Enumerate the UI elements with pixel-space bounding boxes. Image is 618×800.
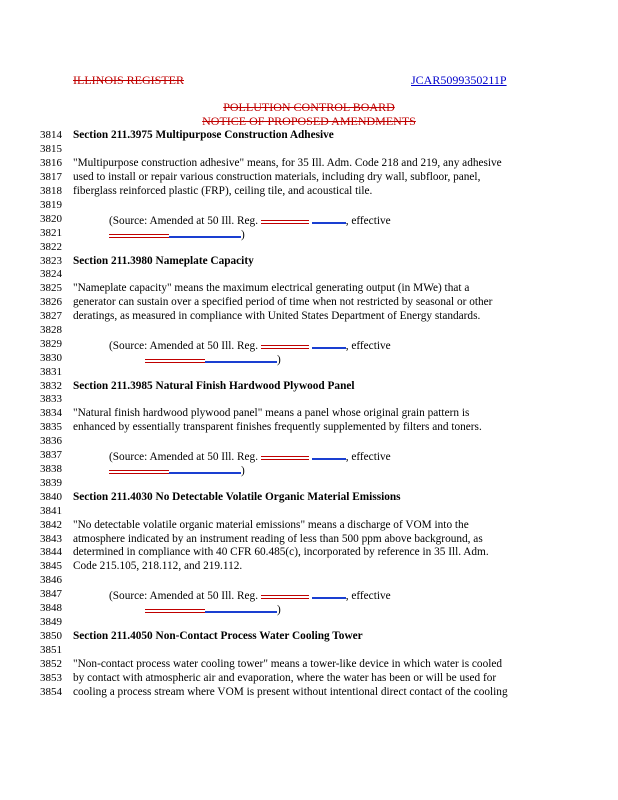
line-number: 3828 (40, 324, 62, 336)
line-number: 3818 (40, 185, 62, 197)
source-note (109, 213, 391, 227)
source-note-line2 (145, 602, 281, 616)
definition-text: generator can sustain over a specified period of time when not restricted by seasonal or other (73, 296, 493, 308)
definition-text: enhanced by essentially transparent finishes frequently supplemented by filters and toners. (73, 421, 482, 433)
line-number: 3824 (40, 268, 62, 280)
date-blank (109, 227, 169, 238)
line-number: 3819 (40, 199, 62, 211)
definition-text: deratings, as measured in compliance with United States Department of Energy standards. (73, 310, 481, 322)
source-note-line2 (145, 352, 281, 366)
line-number: 3836 (40, 435, 62, 447)
definition-text: fiberglass reinforced plastic (FRP), ceiling tile, and acoustical tile. (73, 185, 373, 197)
line-number: 3823 (40, 255, 62, 267)
definition-text: "Multipurpose construction adhesive" means, for 35 Ill. Adm. Code 218 and 219, any adhesive (73, 157, 502, 169)
section-heading: Section 211.4050 Non-Contact Process Water Cooling Tower (73, 630, 363, 642)
section-heading: Section 211.3985 Natural Finish Hardwood Plywood Panel (73, 380, 355, 392)
definition-text: "Non-contact process water cooling tower" means a tower-like device in which water is cooled (73, 658, 503, 670)
line-number: 3827 (40, 310, 62, 322)
definition-text: "Nameplate capacity" means the maximum electrical generating output (in MWe) that a (73, 282, 470, 294)
line-number: 3841 (40, 505, 62, 517)
line-number: 3814 (40, 129, 62, 141)
line-number: 3829 (40, 338, 62, 350)
section-heading: Section 211.4030 No Detectable Volatile Organic Material Emissions (73, 491, 401, 503)
source-note-prefix: (Source: Amended at 50 Ill. Reg. (109, 340, 261, 352)
line-number: 3835 (40, 421, 62, 433)
page-blank (312, 588, 346, 599)
source-note-prefix: (Source: Amended at 50 Ill. Reg. (109, 590, 261, 602)
definition-text: by contact with atmospheric air and evaporation, where the water has been or will be used for (73, 672, 497, 684)
line-number: 3838 (40, 463, 62, 475)
line-number: 3839 (40, 477, 62, 489)
line-number: 3815 (40, 143, 62, 155)
line-number: 3848 (40, 602, 62, 614)
source-note-effective: , effective (345, 340, 391, 352)
source-note-effective: , effective (345, 215, 391, 227)
source-note-line2 (109, 227, 245, 241)
page-blank (312, 338, 346, 349)
line-number: 3816 (40, 157, 62, 169)
source-note-close: ) (277, 354, 281, 366)
line-number: 3847 (40, 588, 62, 600)
line-number: 3842 (40, 519, 62, 531)
date-blank-new (205, 602, 277, 613)
date-blank (145, 602, 205, 613)
source-note-effective: , effective (345, 451, 391, 463)
source-note-close: ) (241, 465, 245, 477)
definition-text: atmosphere indicated by an instrument reading of less than 500 ppm above background, as (73, 533, 483, 545)
line-number: 3844 (40, 546, 62, 558)
source-note-line2 (109, 463, 245, 477)
line-number: 3826 (40, 296, 62, 308)
source-note (109, 588, 391, 602)
section-heading: Section 211.3980 Nameplate Capacity (73, 255, 254, 267)
line-number: 3833 (40, 393, 62, 405)
register-title: ILLINOIS REGISTER (73, 73, 184, 87)
section-heading: Section 211.3975 Multipurpose Construction Adhesive (73, 129, 334, 141)
line-number: 3822 (40, 241, 62, 253)
line-number: 3834 (40, 407, 62, 419)
citation-blank (261, 338, 309, 349)
jcar-code: JCAR5099350211P (411, 73, 507, 87)
date-blank (109, 463, 169, 474)
line-number: 3820 (40, 213, 62, 225)
source-note (109, 449, 391, 463)
line-number: 3830 (40, 352, 62, 364)
line-number: 3817 (40, 171, 62, 183)
date-blank-new (169, 463, 241, 474)
citation-blank (261, 588, 309, 599)
definition-text: "Natural finish hardwood plywood panel" means a panel whose original grain pattern is (73, 407, 470, 419)
line-number: 3851 (40, 644, 62, 656)
source-note-close: ) (241, 229, 245, 241)
line-number: 3852 (40, 658, 62, 670)
line-number: 3843 (40, 533, 62, 545)
line-number: 3846 (40, 574, 62, 586)
date-blank (145, 352, 205, 363)
source-note-effective: , effective (345, 590, 391, 602)
definition-text: "No detectable volatile organic material emissions" means a discharge of VOM into the (73, 519, 469, 531)
line-number: 3853 (40, 672, 62, 684)
line-number: 3849 (40, 616, 62, 628)
source-note-prefix: (Source: Amended at 50 Ill. Reg. (109, 215, 261, 227)
date-blank-new (205, 352, 277, 363)
source-note (109, 338, 391, 352)
line-number: 3825 (40, 282, 62, 294)
line-number: 3840 (40, 491, 62, 503)
line-number: 3837 (40, 449, 62, 461)
line-number: 3854 (40, 686, 62, 698)
line-number: 3821 (40, 227, 62, 239)
page-blank (312, 213, 346, 224)
definition-text: cooling a process stream where VOM is present without intentional direct contact of the cooling (73, 686, 508, 698)
definition-text: used to install or repair various construction materials, including dry wall, subfloor, panel, (73, 171, 481, 183)
definition-text: Code 215.105, 218.112, and 219.112. (73, 560, 243, 572)
line-number: 3850 (40, 630, 62, 642)
page-blank (312, 449, 346, 460)
citation-blank (261, 449, 309, 460)
board-title: POLLUTION CONTROL BOARD (223, 100, 395, 114)
source-note-close: ) (277, 604, 281, 616)
source-note-prefix: (Source: Amended at 50 Ill. Reg. (109, 451, 261, 463)
definition-text: determined in compliance with 40 CFR 60.485(c), incorporated by reference in 35 Ill. Adm. (73, 546, 489, 558)
line-number: 3832 (40, 380, 62, 392)
line-number: 3845 (40, 560, 62, 572)
line-number: 3831 (40, 366, 62, 378)
citation-blank (261, 213, 309, 224)
notice-title: NOTICE OF PROPOSED AMENDMENTS (202, 114, 416, 128)
date-blank-new (169, 227, 241, 238)
